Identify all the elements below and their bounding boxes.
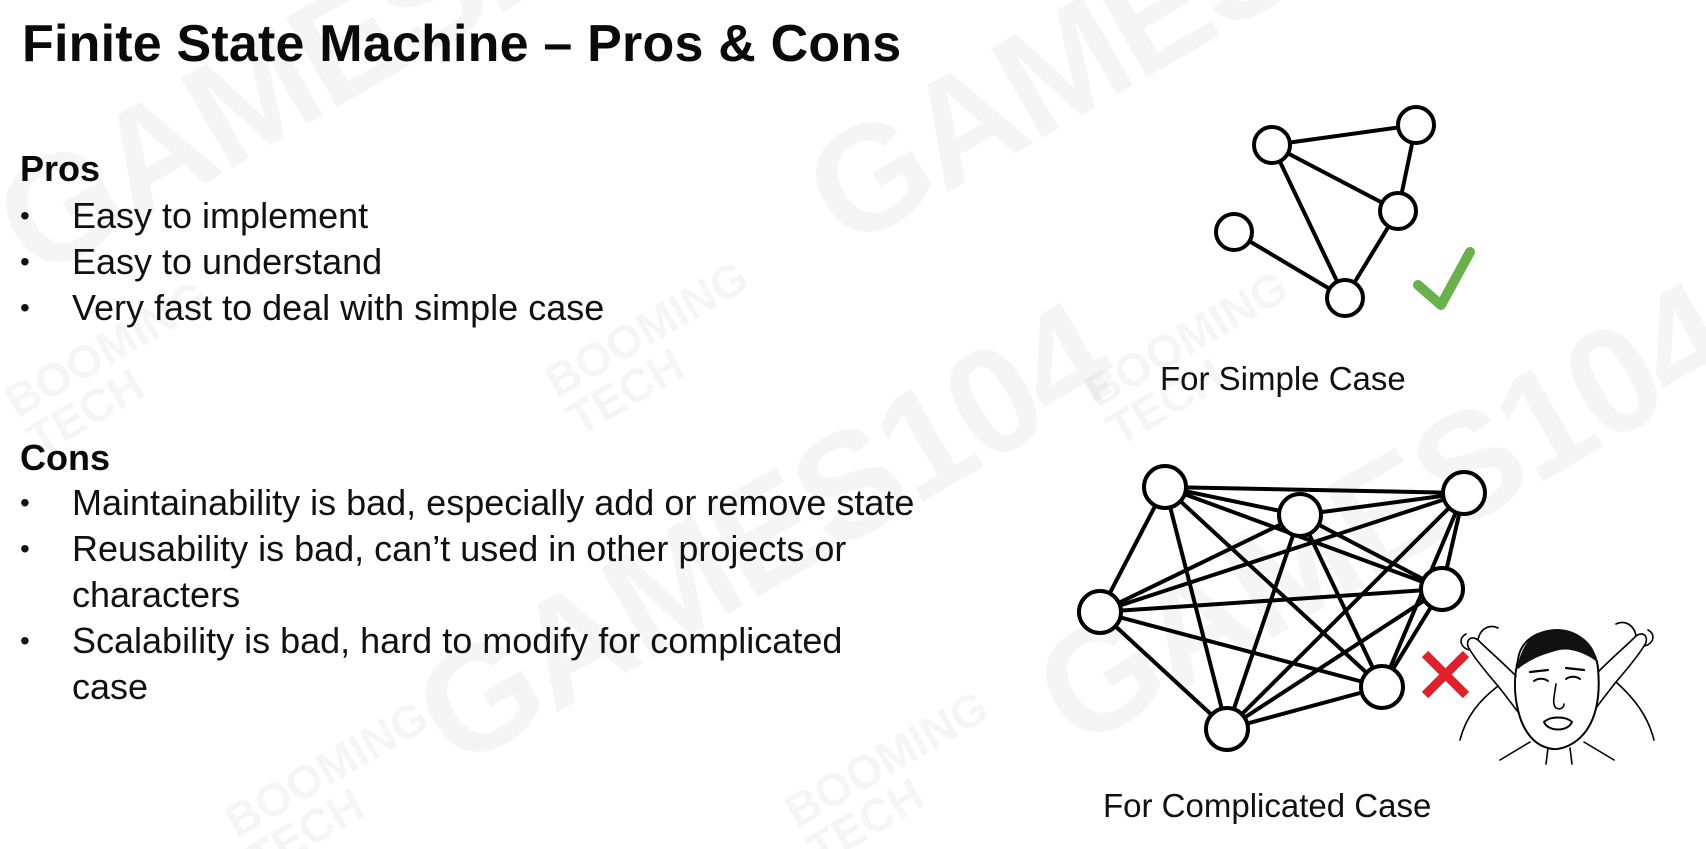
cons-item-text: Scalability is bad, hard to modify for complicated case <box>72 620 843 707</box>
bullet-icon: • <box>20 533 30 564</box>
graph-node <box>1079 591 1121 633</box>
graph-edge <box>1165 487 1464 493</box>
graph-node <box>1421 568 1463 610</box>
pros-heading: Pros <box>20 148 101 189</box>
cross-icon <box>1425 654 1466 695</box>
graph-node <box>1361 666 1403 708</box>
cons-item-text: Maintainability is bad, especially add or remove state <box>72 482 915 523</box>
graph-node <box>1206 708 1248 750</box>
bullet-icon: • <box>20 292 30 323</box>
graph-edge <box>1300 515 1442 589</box>
graph-edge <box>1300 493 1464 515</box>
page-title: Finite State Machine – Pros & Cons <box>22 15 902 73</box>
frustrated-face-icon <box>1460 623 1654 765</box>
bullet-icon: • <box>20 487 30 518</box>
pros-item-text: Easy to understand <box>72 241 383 282</box>
simple-case-caption: For Simple Case <box>1160 360 1406 397</box>
graph-edge <box>1227 589 1442 729</box>
bullet-icon: • <box>20 246 30 277</box>
bullet-icon: • <box>20 200 30 231</box>
pros-item-text: Very fast to deal with simple case <box>72 287 605 328</box>
cons-heading: Cons <box>20 437 110 478</box>
complicated-case-caption: For Complicated Case <box>1103 787 1432 824</box>
graph-node <box>1144 466 1186 508</box>
graph-edge <box>1100 589 1442 612</box>
graph-node <box>1443 472 1485 514</box>
cons-item-text: Reusability is bad, can’t used in other projects or characters <box>72 528 847 615</box>
bullet-icon: • <box>20 625 30 656</box>
pros-item-text: Easy to implement <box>72 195 369 236</box>
graph-node <box>1279 494 1321 536</box>
